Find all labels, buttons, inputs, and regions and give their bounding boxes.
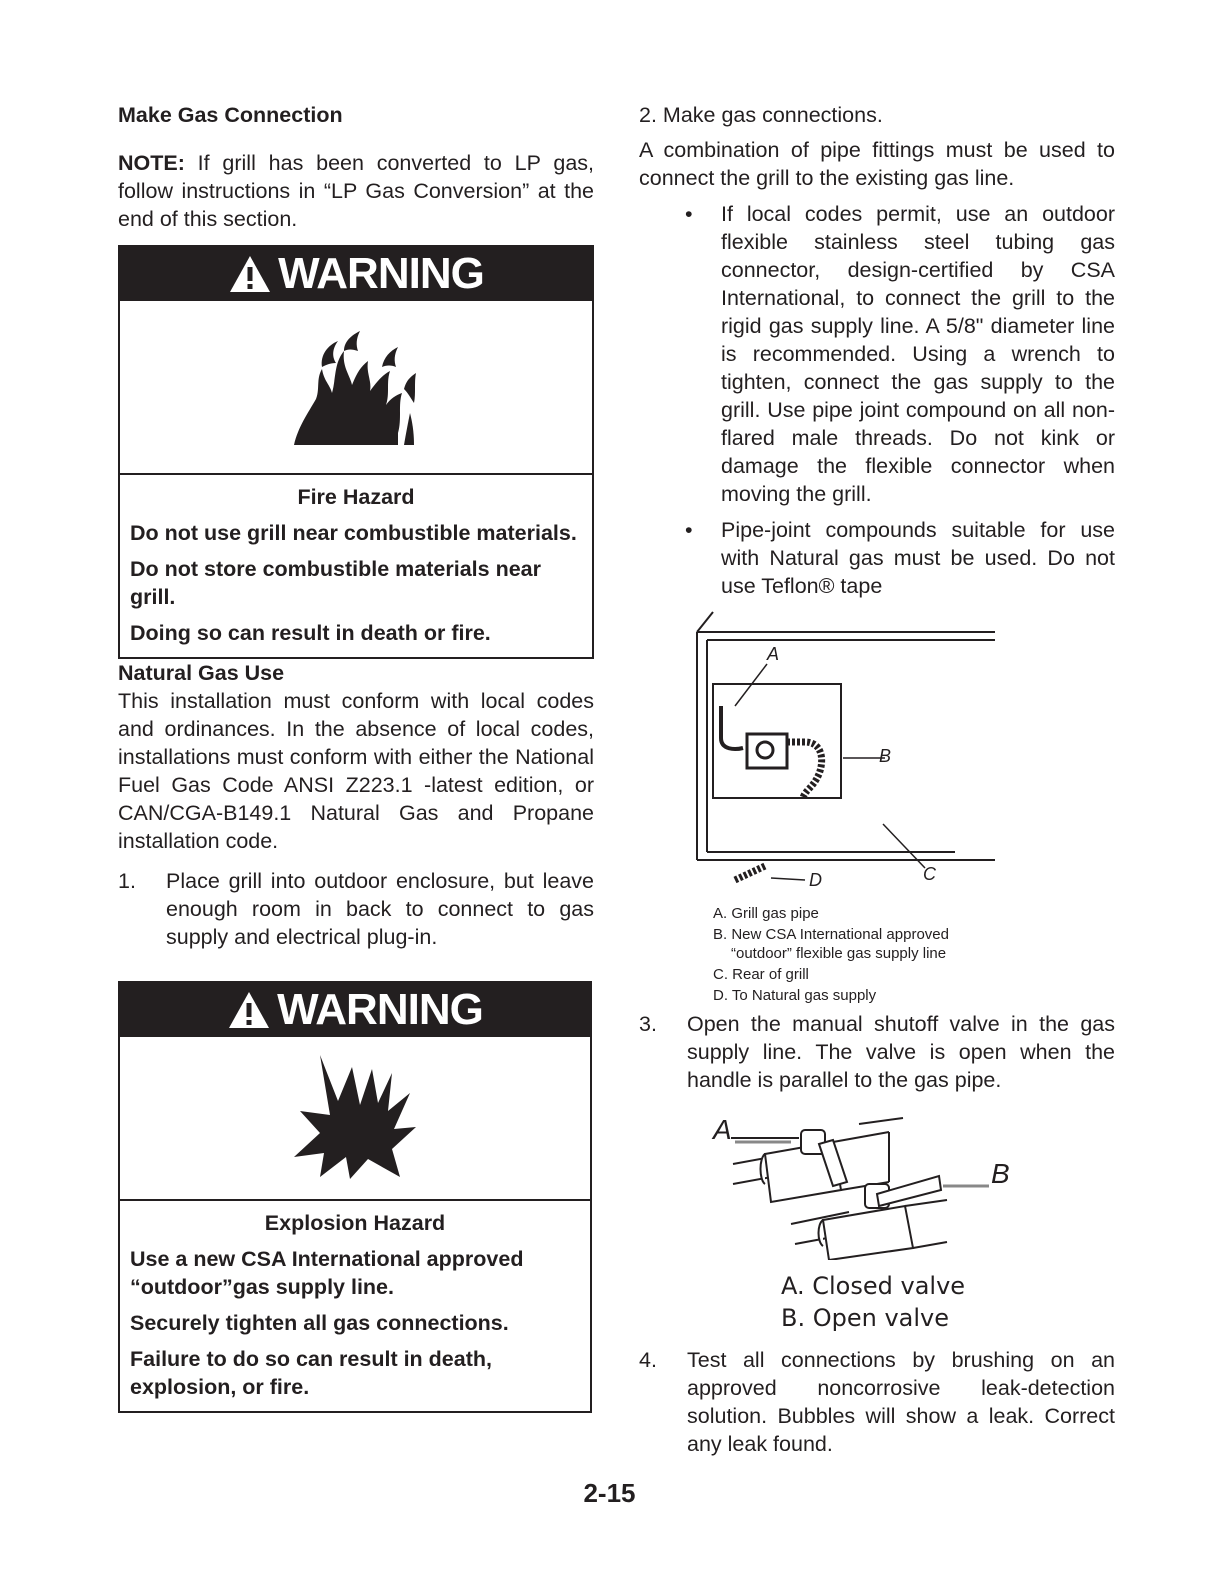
step-text: Place grill into outdoor enclosure, but leave enough room in back to connect to gas supply and electrical plug-in. xyxy=(166,869,594,949)
warning-line: Failure to do so can result in death, explosion, or fire. xyxy=(130,1347,492,1399)
step-text: Test all connections by brushing on an approved noncorrosive leak-detection solution. Bubbles will show a leak. Correct any leak found. xyxy=(687,1348,1115,1456)
figure-label-a: A xyxy=(767,644,780,664)
figure-caption: A. Grill gas pipe xyxy=(713,905,819,922)
explosion-icon xyxy=(290,1053,420,1183)
bullet-dot: • xyxy=(685,518,693,542)
section-title: Make Gas Connection xyxy=(118,103,343,127)
left-column xyxy=(118,100,594,1413)
note-text: If grill has been converted to LP gas, follow instructions in “LP Gas Conversion” at the end of this section. xyxy=(118,151,594,231)
figure-label-d: D xyxy=(809,870,822,890)
hazard-title: Fire Hazard xyxy=(297,485,415,509)
natural-gas-text: This installation must conform with local codes and ordinances. In the absence of local codes, installations must conform with either the National Fuel Gas Code ANSI Z223.1 -latest edition, or CAN/CGA-B149.1 Natural Gas and Propane installation code. xyxy=(118,689,594,853)
gas-connection-diagram xyxy=(695,610,1055,900)
valve-caption: A. Closed valve xyxy=(781,1272,966,1300)
valve-diagram xyxy=(729,1110,1009,1260)
gas-connection-figure xyxy=(639,610,1115,1010)
step-number: 3. xyxy=(639,1012,657,1036)
bullet-item xyxy=(685,516,1115,600)
step-2-intro: A combination of pipe fittings must be used to connect the grill to the existing gas line. xyxy=(639,138,1115,190)
step-number: 4. xyxy=(639,1348,657,1372)
warning-title: WARNING xyxy=(277,985,483,1034)
warning-body xyxy=(120,475,592,657)
bullet-item xyxy=(685,200,1115,508)
valve-figure xyxy=(639,1110,1115,1346)
figure-caption: “outdoor” flexible gas supply line xyxy=(731,945,947,962)
page-number: 2-15 xyxy=(583,1478,636,1508)
warning-triangle-icon xyxy=(228,254,272,294)
figure-captions xyxy=(713,904,949,1005)
warning-header xyxy=(120,983,590,1037)
warning-line: Use a new CSA International approved “outdoor”gas supply line. xyxy=(130,1247,524,1299)
warning-header xyxy=(120,247,592,301)
explosion-warning-box xyxy=(118,981,592,1413)
warning-line: Do not use grill near combustible materials. xyxy=(130,521,577,545)
valve-label-b: B xyxy=(991,1158,1010,1189)
warning-line: Do not store combustible materials near grill. xyxy=(130,557,541,609)
note-label: NOTE: xyxy=(118,151,185,175)
step-2: 2. Make gas connections. xyxy=(639,103,883,127)
bullet-dot: • xyxy=(685,202,693,226)
step-4 xyxy=(639,1346,1115,1458)
figure-label-b: B xyxy=(879,746,892,766)
figure-caption: B. New CSA International approved xyxy=(713,926,949,943)
valve-label-a: A xyxy=(713,1114,732,1145)
step-3 xyxy=(639,1010,1115,1094)
valve-captions xyxy=(781,1270,965,1334)
figure-label-c: C xyxy=(923,864,936,884)
fire-icon xyxy=(286,327,426,447)
right-column xyxy=(639,100,1115,1458)
figure-caption: C. Rear of grill xyxy=(713,966,809,983)
hazard-title: Explosion Hazard xyxy=(264,1211,446,1235)
bullet-text: If local codes permit, use an outdoor flexible stainless steel tubing gas connector, design-certified by CSA International, to connect the grill to the rigid gas supply line. A 5/8" diameter line is recommended. Using a wrench to tighten, connect the gas supply to the grill. Use pipe joint compound on all non-flared male threads. Do not kink or damage the flexible connector when moving the grill. xyxy=(721,202,1115,506)
fire-warning-box xyxy=(118,245,594,659)
figure-caption: D. To Natural gas supply xyxy=(713,987,877,1004)
step-text: Open the manual shutoff valve in the gas supply line. The valve is open when the handle is parallel to the gas pipe. xyxy=(687,1012,1115,1092)
explosion-image-area xyxy=(120,1037,590,1201)
warning-triangle-icon xyxy=(227,990,271,1030)
warning-line: Securely tighten all gas connections. xyxy=(130,1311,509,1335)
valve-caption: B. Open valve xyxy=(781,1304,949,1332)
warning-title: WARNING xyxy=(278,249,484,298)
natural-gas-title: Natural Gas Use xyxy=(118,661,285,685)
step-1 xyxy=(118,867,594,951)
note-paragraph xyxy=(118,149,594,233)
bullet-text: Pipe-joint compounds suitable for use with Natural gas must be used. Do not use Teflon® tape xyxy=(721,518,1115,598)
warning-body xyxy=(120,1201,590,1411)
warning-line: Doing so can result in death or fire. xyxy=(130,621,491,645)
fire-image-area xyxy=(120,301,592,475)
step-number: 1. xyxy=(118,869,136,893)
